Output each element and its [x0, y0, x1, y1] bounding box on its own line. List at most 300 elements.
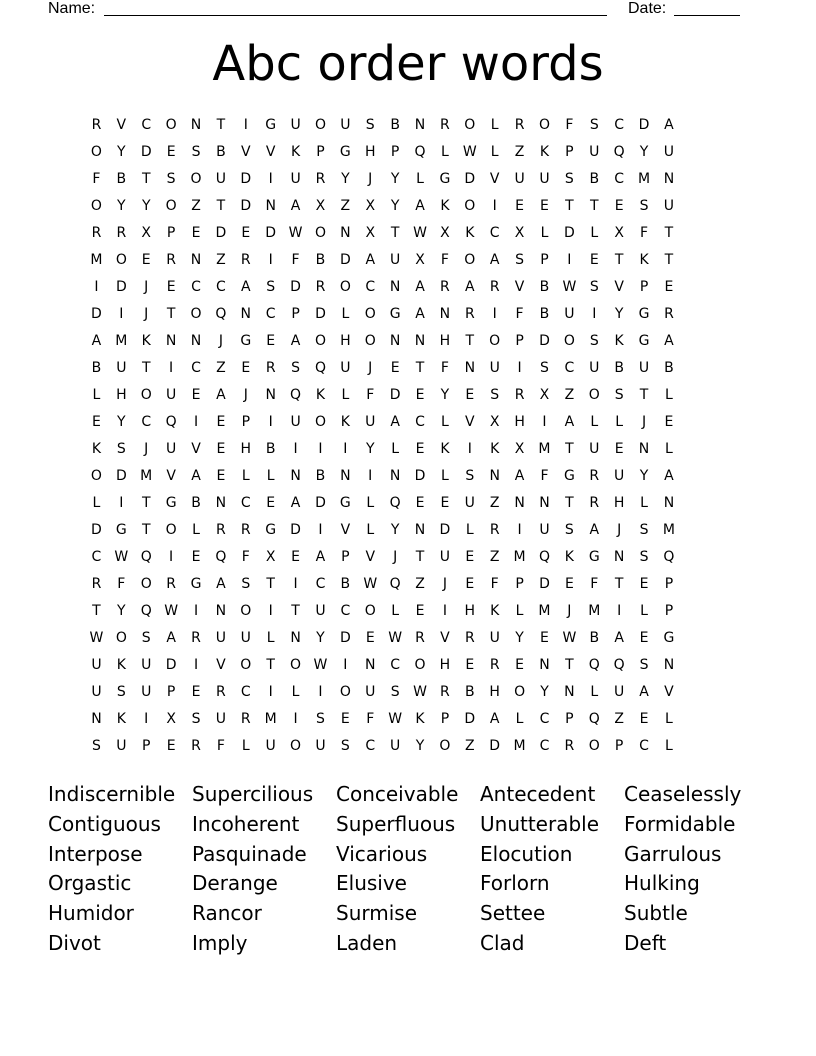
grid-cell[interactable]: M: [538, 603, 551, 619]
grid-cell[interactable]: D: [290, 279, 301, 295]
grid-cell[interactable]: K: [564, 549, 574, 565]
grid-cell[interactable]: E: [340, 711, 350, 727]
grid-cell[interactable]: O: [514, 684, 526, 700]
grid-cell[interactable]: B: [465, 684, 475, 700]
grid-cell[interactable]: N: [539, 657, 550, 673]
grid-cell[interactable]: Z: [489, 549, 500, 565]
grid-cell[interactable]: P: [614, 738, 624, 754]
grid-cell[interactable]: B: [614, 360, 624, 376]
grid-cell[interactable]: O: [314, 225, 326, 241]
grid-cell[interactable]: F: [366, 711, 375, 727]
grid-cell[interactable]: I: [119, 306, 124, 322]
grid-cell[interactable]: I: [517, 360, 522, 376]
grid-cell[interactable]: N: [365, 657, 376, 673]
grid-cell[interactable]: C: [365, 738, 376, 754]
grid-cell[interactable]: A: [639, 684, 649, 700]
grid-cell[interactable]: E: [664, 414, 674, 430]
grid-cell[interactable]: N: [539, 495, 550, 511]
grid-cell[interactable]: C: [141, 414, 152, 430]
grid-cell[interactable]: G: [115, 522, 127, 538]
grid-cell[interactable]: W: [288, 225, 303, 241]
grid-cell[interactable]: I: [492, 198, 497, 214]
grid-cell[interactable]: U: [365, 684, 376, 700]
grid-cell[interactable]: Y: [141, 198, 151, 214]
grid-cell[interactable]: O: [364, 333, 376, 349]
grid-cell[interactable]: I: [318, 684, 323, 700]
grid-cell[interactable]: D: [215, 225, 227, 241]
grid-cell[interactable]: N: [613, 549, 625, 565]
grid-cell[interactable]: E: [241, 360, 251, 376]
grid-cell[interactable]: F: [241, 549, 250, 565]
grid-cell[interactable]: J: [368, 171, 373, 187]
grid-cell[interactable]: N: [514, 495, 525, 511]
grid-cell[interactable]: P: [664, 576, 674, 592]
grid-cell[interactable]: W: [413, 684, 427, 700]
grid-cell[interactable]: Y: [390, 198, 400, 214]
grid-cell[interactable]: E: [166, 279, 176, 295]
grid-cell[interactable]: U: [340, 360, 351, 376]
grid-cell[interactable]: U: [91, 657, 102, 673]
grid-cell[interactable]: S: [589, 117, 599, 133]
grid-cell[interactable]: B: [315, 252, 326, 268]
grid-cell[interactable]: V: [465, 414, 475, 430]
grid-cell[interactable]: E: [564, 576, 574, 592]
grid-cell[interactable]: F: [216, 738, 225, 754]
grid-cell[interactable]: L: [590, 225, 599, 241]
grid-cell[interactable]: M: [140, 468, 153, 484]
grid-cell[interactable]: L: [441, 144, 449, 160]
grid-cell[interactable]: I: [119, 495, 124, 511]
grid-cell[interactable]: K: [639, 252, 649, 268]
grid-cell[interactable]: B: [589, 171, 600, 187]
grid-cell[interactable]: C: [315, 576, 326, 592]
grid-cell[interactable]: L: [665, 738, 673, 754]
grid-cell[interactable]: P: [142, 738, 151, 754]
grid-cell[interactable]: K: [539, 144, 550, 160]
grid-cell[interactable]: C: [564, 360, 575, 376]
grid-cell[interactable]: E: [465, 387, 475, 403]
grid-cell[interactable]: N: [265, 198, 276, 214]
grid-cell[interactable]: D: [265, 225, 277, 241]
grid-cell[interactable]: A: [390, 414, 400, 430]
grid-cell[interactable]: I: [193, 657, 199, 673]
grid-cell[interactable]: T: [565, 441, 574, 457]
grid-cell[interactable]: G: [190, 576, 202, 592]
grid-cell[interactable]: R: [440, 279, 450, 295]
grid-cell[interactable]: P: [565, 144, 574, 160]
grid-cell[interactable]: I: [542, 414, 547, 430]
grid-cell[interactable]: I: [567, 252, 572, 268]
grid-cell[interactable]: S: [141, 630, 151, 646]
grid-cell[interactable]: U: [614, 468, 625, 484]
grid-cell[interactable]: R: [315, 171, 326, 187]
grid-cell[interactable]: D: [165, 657, 177, 673]
grid-cell[interactable]: R: [240, 711, 251, 727]
grid-cell[interactable]: X: [365, 198, 376, 214]
grid-cell[interactable]: S: [340, 738, 350, 754]
grid-cell[interactable]: F: [540, 468, 549, 484]
grid-cell[interactable]: E: [191, 549, 201, 565]
grid-cell[interactable]: E: [166, 144, 176, 160]
grid-cell[interactable]: G: [663, 630, 675, 646]
grid-cell[interactable]: F: [440, 252, 449, 268]
grid-cell[interactable]: E: [266, 333, 276, 349]
grid-cell[interactable]: I: [293, 711, 298, 727]
grid-cell[interactable]: Y: [341, 171, 350, 187]
grid-cell[interactable]: F: [291, 252, 300, 268]
grid-cell[interactable]: R: [91, 225, 102, 241]
grid-cell[interactable]: I: [169, 549, 174, 565]
grid-cell[interactable]: P: [540, 252, 549, 268]
grid-cell[interactable]: A: [614, 630, 624, 646]
grid-cell[interactable]: J: [567, 603, 572, 619]
grid-cell[interactable]: A: [415, 279, 425, 295]
grid-cell[interactable]: G: [563, 468, 575, 484]
grid-cell[interactable]: Y: [117, 198, 126, 214]
grid-cell[interactable]: D: [315, 495, 326, 511]
grid-cell[interactable]: R: [415, 630, 425, 646]
grid-cell[interactable]: K: [91, 441, 102, 457]
grid-cell[interactable]: J: [393, 549, 398, 565]
grid-cell[interactable]: R: [91, 576, 102, 592]
grid-cell[interactable]: C: [265, 306, 276, 322]
grid-cell[interactable]: U: [290, 414, 301, 430]
grid-cell[interactable]: O: [339, 279, 351, 295]
grid-cell[interactable]: W: [462, 144, 477, 160]
grid-cell[interactable]: P: [664, 603, 674, 619]
grid-cell[interactable]: H: [240, 441, 252, 457]
grid-cell[interactable]: J: [218, 333, 223, 349]
grid-cell[interactable]: Q: [538, 549, 550, 565]
grid-cell[interactable]: A: [489, 252, 500, 268]
grid-cell[interactable]: O: [290, 738, 302, 754]
grid-cell[interactable]: R: [315, 279, 326, 295]
grid-cell[interactable]: X: [440, 225, 450, 241]
grid-cell[interactable]: O: [190, 171, 202, 187]
grid-cell[interactable]: B: [340, 576, 351, 592]
grid-cell[interactable]: Q: [414, 144, 426, 160]
grid-cell[interactable]: J: [243, 387, 248, 403]
grid-cell[interactable]: M: [538, 441, 551, 457]
grid-cell[interactable]: C: [340, 603, 351, 619]
grid-cell[interactable]: O: [563, 333, 575, 349]
grid-cell[interactable]: S: [365, 117, 375, 133]
grid-cell[interactable]: W: [363, 576, 378, 592]
grid-cell[interactable]: E: [465, 576, 475, 592]
grid-cell[interactable]: U: [215, 630, 227, 646]
grid-cell[interactable]: N: [439, 306, 451, 322]
grid-cell[interactable]: A: [315, 549, 326, 565]
grid-cell[interactable]: L: [92, 495, 101, 511]
grid-cell[interactable]: N: [663, 495, 675, 511]
grid-cell[interactable]: J: [144, 441, 149, 457]
grid-cell[interactable]: N: [663, 171, 675, 187]
grid-cell[interactable]: Z: [216, 360, 226, 376]
grid-cell[interactable]: B: [191, 495, 201, 511]
grid-cell[interactable]: Q: [613, 144, 625, 160]
grid-cell[interactable]: A: [514, 468, 525, 484]
grid-cell[interactable]: N: [265, 387, 276, 403]
grid-cell[interactable]: R: [489, 657, 500, 673]
grid-cell[interactable]: L: [515, 711, 524, 727]
grid-cell[interactable]: I: [268, 252, 273, 268]
grid-cell[interactable]: L: [590, 684, 599, 700]
grid-cell[interactable]: Q: [215, 306, 227, 322]
grid-cell[interactable]: E: [365, 630, 375, 646]
date-field[interactable]: [674, 15, 740, 16]
grid-cell[interactable]: L: [391, 441, 400, 457]
grid-cell[interactable]: I: [268, 684, 273, 700]
grid-cell[interactable]: D: [339, 252, 351, 268]
grid-cell[interactable]: T: [266, 657, 275, 673]
grid-cell[interactable]: E: [191, 225, 201, 241]
grid-cell[interactable]: D: [539, 576, 550, 592]
grid-cell[interactable]: S: [614, 387, 624, 403]
grid-cell[interactable]: R: [440, 684, 450, 700]
grid-cell[interactable]: D: [115, 468, 127, 484]
grid-cell[interactable]: X: [514, 225, 525, 241]
grid-cell[interactable]: K: [415, 711, 425, 727]
grid-cell[interactable]: G: [165, 495, 177, 511]
grid-cell[interactable]: T: [415, 549, 425, 565]
grid-cell[interactable]: L: [490, 144, 499, 160]
grid-cell[interactable]: I: [293, 576, 298, 592]
grid-cell[interactable]: P: [316, 144, 325, 160]
grid-cell[interactable]: D: [140, 144, 152, 160]
grid-cell[interactable]: D: [464, 171, 476, 187]
grid-cell[interactable]: V: [514, 279, 525, 295]
grid-cell[interactable]: A: [241, 279, 251, 295]
grid-cell[interactable]: N: [215, 495, 227, 511]
grid-cell[interactable]: L: [416, 171, 424, 187]
name-field[interactable]: [104, 15, 607, 16]
grid-cell[interactable]: X: [539, 387, 550, 403]
grid-cell[interactable]: R: [216, 522, 226, 538]
grid-cell[interactable]: N: [389, 468, 401, 484]
grid-cell[interactable]: N: [190, 333, 202, 349]
grid-cell[interactable]: L: [241, 738, 250, 754]
grid-cell[interactable]: V: [241, 144, 251, 160]
grid-cell[interactable]: I: [467, 441, 472, 457]
grid-cell[interactable]: Z: [614, 711, 624, 727]
grid-cell[interactable]: U: [165, 387, 177, 403]
grid-cell[interactable]: A: [216, 387, 226, 403]
grid-cell[interactable]: A: [166, 630, 176, 646]
grid-cell[interactable]: E: [440, 495, 450, 511]
grid-cell[interactable]: B: [539, 306, 550, 322]
grid-cell[interactable]: H: [613, 495, 625, 511]
grid-cell[interactable]: D: [315, 306, 326, 322]
grid-cell[interactable]: R: [166, 576, 176, 592]
grid-cell[interactable]: P: [166, 225, 176, 241]
grid-cell[interactable]: S: [639, 198, 649, 214]
grid-cell[interactable]: U: [116, 360, 127, 376]
grid-cell[interactable]: L: [665, 387, 673, 403]
grid-cell[interactable]: Q: [314, 360, 326, 376]
grid-cell[interactable]: L: [665, 711, 673, 727]
grid-cell[interactable]: N: [414, 522, 426, 538]
grid-cell[interactable]: M: [637, 171, 651, 187]
grid-cell[interactable]: A: [589, 522, 600, 538]
grid-cell[interactable]: R: [191, 738, 201, 754]
grid-cell[interactable]: Z: [564, 387, 575, 403]
grid-cell[interactable]: K: [290, 144, 301, 160]
grid-cell[interactable]: U: [116, 738, 127, 754]
grid-cell[interactable]: B: [315, 468, 326, 484]
grid-cell[interactable]: T: [266, 576, 275, 592]
grid-cell[interactable]: A: [216, 576, 226, 592]
grid-cell[interactable]: R: [589, 468, 600, 484]
grid-cell[interactable]: E: [191, 684, 201, 700]
grid-cell[interactable]: Y: [614, 306, 624, 322]
grid-cell[interactable]: R: [191, 630, 201, 646]
grid-cell[interactable]: W: [562, 630, 577, 646]
grid-cell[interactable]: D: [389, 387, 401, 403]
grid-cell[interactable]: I: [368, 468, 373, 484]
grid-cell[interactable]: R: [464, 306, 475, 322]
grid-cell[interactable]: S: [191, 144, 201, 160]
grid-cell[interactable]: Q: [389, 495, 401, 511]
grid-cell[interactable]: R: [514, 117, 525, 133]
grid-cell[interactable]: O: [190, 306, 202, 322]
grid-cell[interactable]: V: [340, 522, 351, 538]
grid-cell[interactable]: T: [465, 333, 475, 349]
grid-cell[interactable]: G: [588, 549, 600, 565]
grid-cell[interactable]: A: [489, 711, 500, 727]
grid-cell[interactable]: D: [339, 630, 351, 646]
grid-cell[interactable]: L: [192, 522, 200, 538]
grid-cell[interactable]: B: [216, 144, 226, 160]
grid-cell[interactable]: F: [440, 360, 449, 376]
grid-cell[interactable]: L: [341, 306, 350, 322]
grid-cell[interactable]: C: [216, 279, 226, 295]
grid-cell[interactable]: O: [364, 603, 376, 619]
grid-cell[interactable]: N: [464, 360, 476, 376]
grid-cell[interactable]: Y: [415, 738, 425, 754]
grid-cell[interactable]: T: [216, 198, 226, 214]
grid-cell[interactable]: C: [539, 711, 550, 727]
grid-cell[interactable]: N: [165, 333, 177, 349]
grid-cell[interactable]: R: [440, 117, 450, 133]
grid-cell[interactable]: T: [415, 360, 425, 376]
grid-cell[interactable]: L: [540, 225, 549, 241]
grid-cell[interactable]: P: [565, 711, 574, 727]
grid-cell[interactable]: W: [89, 630, 104, 646]
grid-cell[interactable]: C: [141, 117, 152, 133]
grid-cell[interactable]: F: [117, 576, 126, 592]
grid-cell[interactable]: I: [592, 306, 597, 322]
grid-cell[interactable]: U: [489, 360, 500, 376]
grid-cell[interactable]: X: [141, 225, 152, 241]
grid-cell[interactable]: O: [489, 333, 501, 349]
grid-cell[interactable]: L: [615, 414, 624, 430]
grid-cell[interactable]: L: [441, 468, 449, 484]
grid-cell[interactable]: O: [290, 657, 302, 673]
grid-cell[interactable]: H: [439, 657, 451, 673]
grid-cell[interactable]: O: [339, 684, 351, 700]
grid-cell[interactable]: L: [366, 495, 375, 511]
grid-cell[interactable]: A: [664, 333, 674, 349]
grid-cell[interactable]: Q: [588, 657, 600, 673]
grid-cell[interactable]: U: [141, 657, 152, 673]
grid-cell[interactable]: E: [216, 468, 226, 484]
grid-cell[interactable]: U: [663, 144, 675, 160]
grid-cell[interactable]: B: [390, 117, 400, 133]
grid-cell[interactable]: W: [388, 711, 403, 727]
grid-cell[interactable]: S: [589, 333, 599, 349]
grid-cell[interactable]: Q: [215, 549, 227, 565]
grid-cell[interactable]: E: [639, 630, 649, 646]
grid-cell[interactable]: R: [240, 522, 251, 538]
grid-cell[interactable]: U: [315, 738, 326, 754]
grid-cell[interactable]: Y: [390, 171, 400, 187]
grid-cell[interactable]: P: [390, 144, 400, 160]
grid-cell[interactable]: L: [640, 495, 648, 511]
grid-cell[interactable]: T: [614, 576, 624, 592]
grid-cell[interactable]: V: [664, 684, 674, 700]
grid-cell[interactable]: L: [241, 468, 250, 484]
grid-cell[interactable]: S: [639, 522, 649, 538]
grid-cell[interactable]: P: [515, 333, 524, 349]
grid-cell[interactable]: S: [92, 738, 101, 754]
grid-cell[interactable]: G: [439, 171, 451, 187]
grid-cell[interactable]: V: [166, 468, 176, 484]
grid-cell[interactable]: D: [464, 711, 476, 727]
grid-cell[interactable]: G: [240, 333, 252, 349]
grid-cell[interactable]: C: [489, 225, 500, 241]
grid-cell[interactable]: S: [390, 684, 400, 700]
grid-cell[interactable]: K: [116, 657, 126, 673]
grid-cell[interactable]: I: [243, 117, 248, 133]
grid-cell[interactable]: V: [216, 657, 226, 673]
grid-cell[interactable]: Z: [191, 198, 201, 214]
grid-cell[interactable]: E: [465, 549, 475, 565]
grid-cell[interactable]: A: [191, 468, 201, 484]
grid-cell[interactable]: U: [464, 495, 475, 511]
grid-cell[interactable]: E: [589, 252, 599, 268]
grid-cell[interactable]: S: [191, 711, 201, 727]
grid-cell[interactable]: X: [365, 225, 376, 241]
grid-cell[interactable]: J: [144, 279, 149, 295]
grid-cell[interactable]: N: [190, 252, 202, 268]
grid-cell[interactable]: D: [91, 306, 102, 322]
grid-cell[interactable]: O: [165, 117, 177, 133]
grid-cell[interactable]: L: [590, 414, 599, 430]
grid-cell[interactable]: N: [663, 657, 675, 673]
grid-cell[interactable]: R: [240, 252, 251, 268]
grid-cell[interactable]: E: [415, 387, 425, 403]
grid-cell[interactable]: L: [640, 603, 648, 619]
grid-cell[interactable]: J: [641, 414, 647, 430]
grid-cell[interactable]: I: [293, 441, 298, 457]
grid-cell[interactable]: Q: [389, 576, 401, 592]
grid-cell[interactable]: D: [439, 522, 451, 538]
grid-cell[interactable]: M: [115, 333, 128, 349]
grid-cell[interactable]: G: [638, 333, 650, 349]
grid-cell[interactable]: S: [490, 387, 500, 403]
grid-cell[interactable]: E: [266, 495, 276, 511]
grid-cell[interactable]: W: [388, 630, 403, 646]
grid-cell[interactable]: L: [490, 117, 499, 133]
grid-cell[interactable]: T: [166, 306, 176, 322]
grid-cell[interactable]: Y: [316, 630, 325, 646]
grid-cell[interactable]: D: [563, 225, 575, 241]
grid-cell[interactable]: S: [564, 522, 574, 538]
grid-cell[interactable]: Q: [290, 387, 302, 403]
grid-cell[interactable]: M: [513, 549, 526, 565]
grid-cell[interactable]: Y: [639, 468, 649, 484]
grid-cell[interactable]: U: [390, 738, 401, 754]
